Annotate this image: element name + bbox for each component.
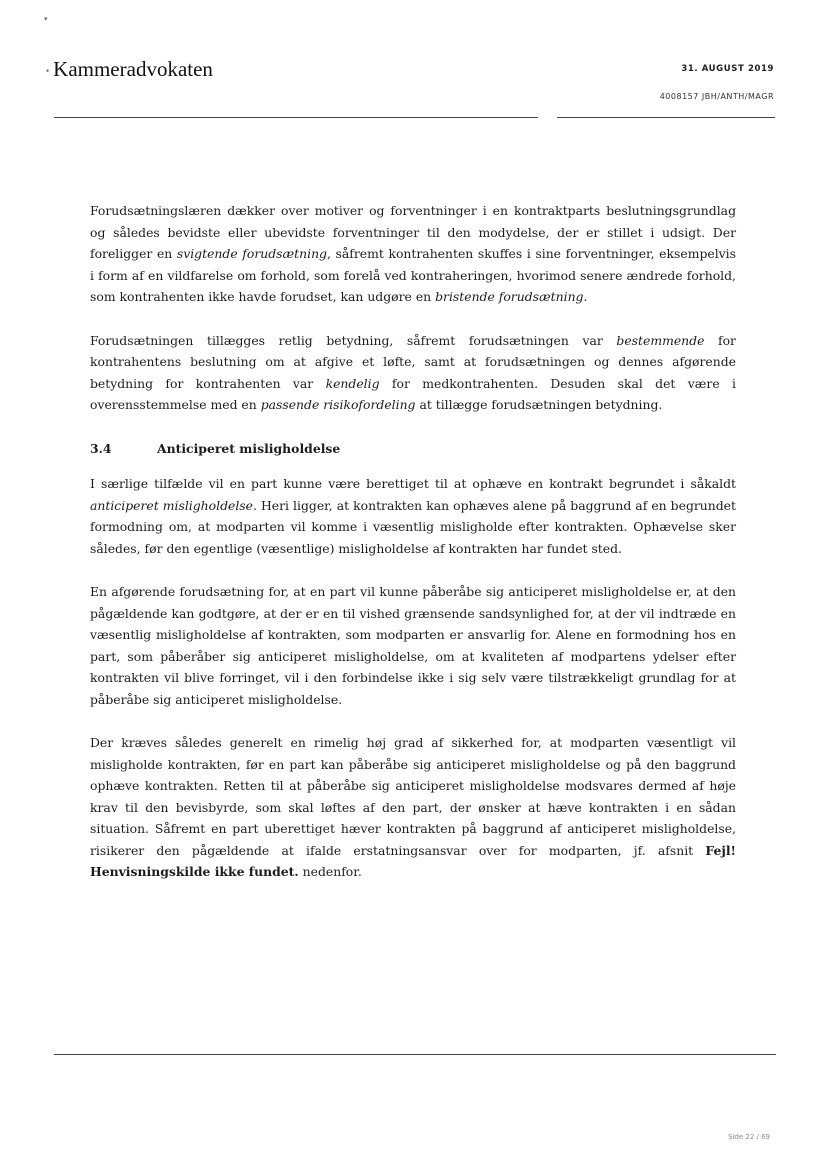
text-run: at tillægge forudsætningen betydning.	[415, 397, 663, 412]
document-body	[90, 200, 736, 905]
paragraph-5	[90, 732, 736, 883]
section-number: 3.4	[90, 440, 112, 456]
section-title: Anticiperet misligholdelse	[157, 440, 341, 456]
text-run: for medkontrahenten. Desuden skal det være i overensstemmelse med en	[90, 375, 737, 412]
emphasized-term: kendelig	[325, 375, 380, 391]
scan-speck: ▾	[44, 15, 48, 23]
text-run: I særlige tilfælde vil en part kunne være berettiget til at ophæve en kontrakt begrundet i såkaldt	[90, 476, 736, 491]
cross-reference-error: Fejl! Henvisningskilde ikke fundet.	[90, 842, 736, 879]
text-run: , såfremt kontrahenten skuffes i sine forventninger, eksempelvis i form af en vildfarelse om forhold, som forelå ved kontraheringen, hvorimod senere ændrede forhold, som kontrahenten ikke havde forudset, kan udgøre en	[90, 246, 736, 304]
text-run: Forudsætningslæren dækker over motiver og forventninger i en kontraktparts beslutningsgrundlag og således bevidste eller ubevidste forventninger til den modydelse, der er stillet i udsigt. Der foreligger en	[90, 203, 736, 261]
text-run: for kontrahentens beslutning om at afgive et løfte, samt at forudsætningen og dennes afgørende betydning for kontrahenten var	[90, 332, 736, 391]
paragraph-2	[90, 330, 736, 416]
text-run: . Heri ligger, at kontrakten kan ophæves alene på baggrund af en begrundet formodning om, at modparten vil komme i væsentlig misligholde efter kontrakten. Ophævelse sker således, før den egentlige (væsentlige) misligholdelse af kontrakten har fundet sted.	[90, 497, 736, 556]
footer-rule	[54, 1054, 776, 1055]
emphasized-term: anticiperet misligholdelse	[90, 497, 254, 513]
text-run: .	[583, 289, 588, 304]
page-number: Side 22 / 69	[728, 1133, 770, 1141]
paragraph-1	[90, 200, 736, 308]
header-rule-left	[54, 117, 538, 118]
emphasized-term: passende risikofordeling	[260, 397, 416, 412]
paragraph-3	[90, 473, 736, 559]
header-rule-right	[557, 117, 775, 118]
paragraph-4	[90, 581, 736, 710]
emphasized-term: bristende forudsætning	[435, 289, 584, 304]
text-run: Der kræves således generelt en rimelig høj grad af sikkerhed for, at modparten væsentligt vil misligholde kontrakten, før en part kan påberåbe sig anticiperet misligholdelse og på den baggrund ophæve kontrakten. Retten til at påberåbe sig anticiperet misligholdelse modsvares dermed af høje krav til den bevisbyrde, som skal løftes af den part, der ønsker at hæve kontrakten i en sådan situation. Såfremt en part uberettiget hæver kontrakten på baggrund af anticiperet misligholdelse, risikerer den pågældende at ifalde erstatningsansvar over for modparten, jf. afsnit	[90, 735, 736, 858]
text-run: En afgørende forudsætning for, at en part vil kunne påberåbe sig anticiperet misligholdelse er, at den pågældende kan godtgøre, at der er en til vished grænsende sandsynlighed for, at der vil indtræde en væsentlig misligholdelse af kontrakten, som modparten er ansvarlig for. Alene en formodning hos en part, som påberåber sig anticiperet misligholdelse, om at kvaliteten af modpartens ydelser efter kontrakten vil blive forringet, vil i den forbindelse ikke i sig selv være tilstrækkeligt grundlag for at påberåbe sig anticiperet misligholdelse.	[90, 584, 736, 707]
firm-logo	[46, 57, 213, 82]
emphasized-term: svigtende forudsætning	[176, 246, 327, 261]
document-reference: 4008157 JBH/ANTH/MAGR	[659, 92, 774, 101]
document-date: 31. AUGUST 2019	[681, 64, 774, 74]
section-heading	[90, 438, 736, 460]
text-run: Forudsætningen tillægges retlig betydning, såfremt forudsætningen var	[90, 332, 617, 348]
logo-text: Kammeradvokaten	[53, 57, 213, 81]
emphasized-term: bestemmende	[616, 332, 705, 348]
logo-mark-icon: •	[46, 66, 50, 77]
text-run: nedenfor.	[298, 864, 362, 879]
